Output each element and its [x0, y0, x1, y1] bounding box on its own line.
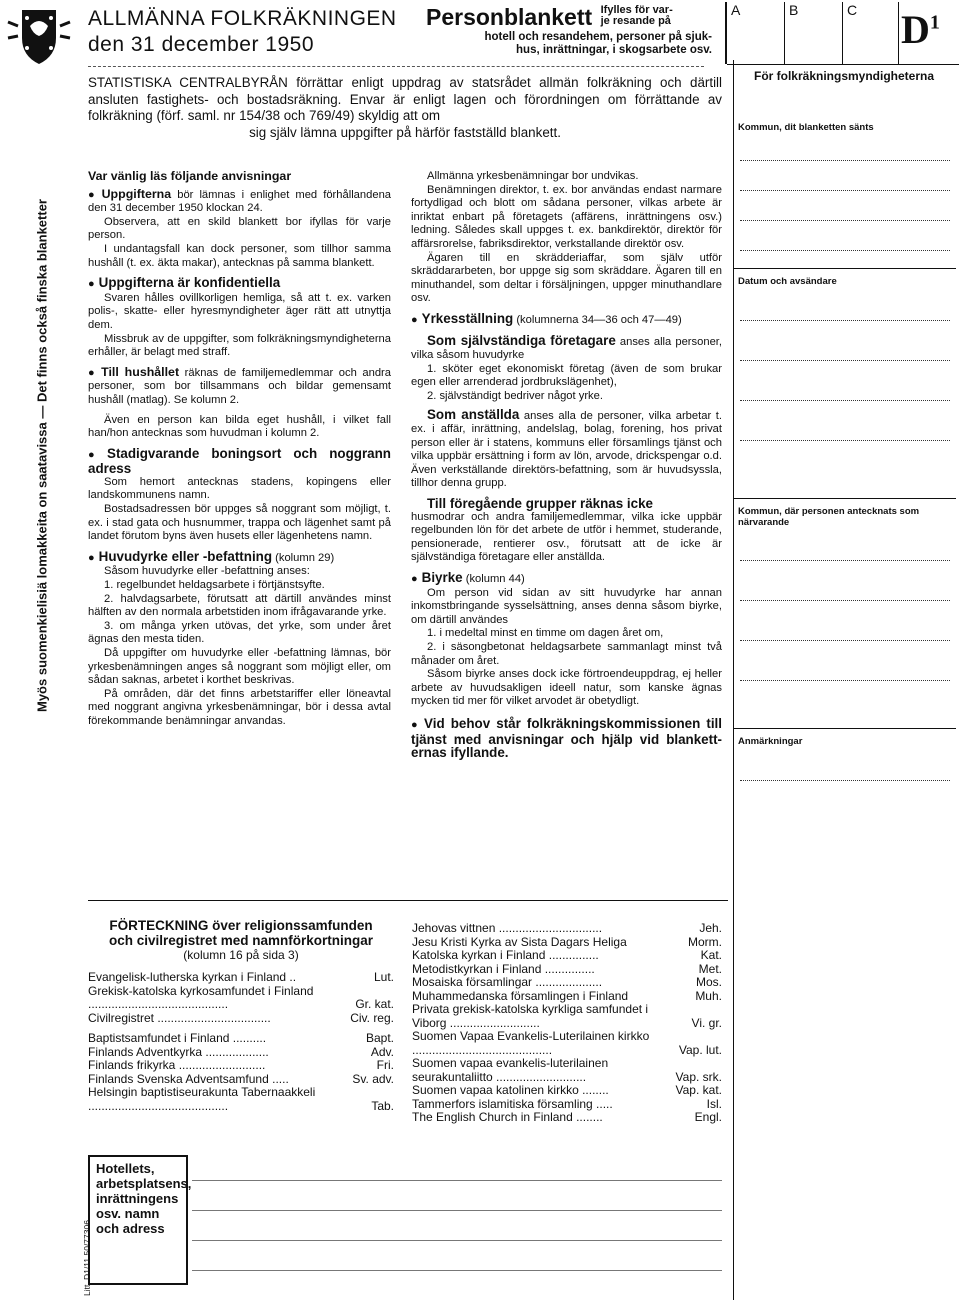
datum-label: Datum och avsändare: [738, 276, 837, 287]
religion-row: Jehovas vittnen ............................... Jeh.: [412, 921, 722, 935]
anmarkningar-field[interactable]: [740, 780, 950, 781]
box-c[interactable]: C: [843, 2, 899, 64]
org-name: ALLMÄNNA FOLKRÄKNINGEN: [88, 7, 397, 30]
heading-foregaende: Till föregående grupper räknas icke: [427, 496, 653, 512]
help-note: ● Vid behov står folkräkningskommissionen till tjänst med anvisningar och hjälp vid blanketternas ifyllande.: [411, 717, 722, 760]
instructions-heading: Var vänlig läs följande anvisningar: [88, 169, 292, 183]
coat-of-arms-icon: [6, 4, 72, 66]
religion-row: Finlands frikyrka .......................... Fri.: [88, 1058, 394, 1072]
heading-anstallda: Som anställda: [427, 406, 520, 422]
religion-row: Grekisk-katolska kyrkosamfundet i Finland .......................................... Gr. kat.: [88, 983, 394, 1011]
religion-row: Suomen vapaa evankelis-luterilainen seurakuntaliitto ........................... Vap. srk.: [412, 1056, 722, 1084]
heading-huvudyrke: ● Huvudyrke eller -befattning: [88, 549, 272, 564]
heading-boningsort: ● Stadigvarande boningsort och noggrann adress: [88, 447, 391, 476]
religion-row: Muhammedanska församlingen i Finland Muh.: [412, 988, 722, 1003]
religion-row: Suomen vapaa katolinen kirkko ........ Vap. kat.: [412, 1083, 722, 1097]
heading-sjalvstandiga: Som självständiga företagare: [427, 332, 616, 348]
religion-list-left: [88, 918, 394, 1113]
religion-row: Mosaiska församlingar .................... Mos.: [412, 975, 722, 989]
anmarkningar-label: Anmärkningar: [738, 736, 803, 747]
heading-biyrke: ● Biyrke: [411, 570, 463, 585]
form-subtitle: hotell och resandehem, personer på sjuk- hus, inrättningar, i skogsarbete osv.: [484, 31, 712, 56]
heading-uppgifterna: ● Uppgifterna: [88, 187, 171, 201]
religion-row: Jesu Kristi Kyrka av Sista Dagars Heliga Morm.: [412, 934, 722, 949]
kommun-sent-field[interactable]: [740, 160, 950, 161]
religion-row: Tammerfors islamitiska församling ..... Isl.: [412, 1096, 722, 1111]
religion-row: Privata grekisk-katolska kyrkliga samfundet i Viborg ........................... Vi. gr.: [412, 1002, 722, 1030]
religion-row: Baptistsamfundet i Finland .......... Bapt.: [88, 1031, 394, 1045]
box-a[interactable]: A: [727, 2, 785, 64]
kommun-sent-label: Kommun, dit blanketten sänts: [738, 122, 874, 133]
heading-yrkesstallning: ● Yrkesställning: [411, 311, 513, 326]
authority-heading: För folkräkningsmyndigheterna: [753, 69, 935, 83]
form-title-block: [426, 4, 712, 57]
fill-note: Ifylles för var- je resande på: [600, 4, 673, 27]
header-divider: [88, 66, 704, 67]
religion-row: Finlands Adventkyrka ................... Adv.: [88, 1044, 394, 1059]
side-language-note: Myös suomenkielisiä lomakkeita on saatavissa — Det finns också finska blanketter: [34, 199, 50, 712]
religion-list-title: FÖRTECKNING över religionssamfunden och civilregistret med namnförkortningar (kolumn 16 på sida 3): [108, 918, 374, 962]
box-b[interactable]: B: [785, 2, 843, 64]
header-org: [88, 6, 397, 58]
religion-list-right: [412, 922, 722, 1125]
religion-row: Katolska kyrkan i Finland ............... Kat.: [412, 948, 722, 962]
heading-konfidentiella: ● Uppgifterna är konfidentiella: [88, 276, 391, 292]
instructions-column-1: Var vänlig läs följande anvisningar ● Uppgifterna bör lämnas i enlighet med förhållandena den 31 december 1950 klockan 24. Observera, att en skild blankett bor ifyllas för varje person. I undantagsfall kan dock personer, som tillhor samma hushåll (t. ex. äkta makar), antecknas på samma blankett. ● Uppgifterna är konfidentiella Svaren hålles ovillkorligen hemliga, så att t. ex. varken polis-, skatte- eller hyresmyndigheter äger rätt att utnyttja dem. Missbruk av de uppgifter, som folkräkningsmyndigheterna erhåller, är belagt med straff. ● Till hushållet räknas de familjemedlemmar och andra personer, som bor tillsammans och bildar gemensamt hushåll (matlag). Se kolumn 2. Även en person kan bilda eget hushåll, i vilket fall han/hon antecknas som huvudman i kolumn 2. ● Stadigvarande boningsort och noggrann adress Som hemort antecknas stadens, kopingens eller landskommunens namn. Bostadsadressen bör uppges så noggrant som möjligt, t. ex. i stad gata och husnummer, trappa och lägenhet samt på landet förutom byns även husets eller lägenhetens namn. ● Huvudyrke eller -befattning (kolumn 29) Såsom huvudyrke eller -befattning anses: 1. regelbundet heldagsarbete i förtjänstsyfte. 2. halvdagsarbete, förutsatt att därtill användes minst hälften av den normala arbetstiden inom ifrågavarande yrke. 3. om många yrken utövas, det yrke, som under året ägnas den mesta tiden. Då uppgifter om huvudyrke eller -befattning lämnas, bör yrkesbenämningen anges så noggrant som möjligt eller, om sådan saknas, arbetet i korthet beskrivas. På områden, där det finns arbetstariffer eller löneavtal med noggrant angivna yrkesbenämningar, bör i dessa avtal förekommande benämningar anvandas.: [88, 170, 391, 729]
religion-row: Suomen Vapaa Evankelis-Luterilainen kirkko .......................................... Vap. lut.: [412, 1029, 722, 1057]
hotel-address-label: Hotellets, arbetsplatsens, inrättningens osv. namn och adress: [88, 1155, 188, 1285]
form-title: Personblankett: [426, 4, 593, 30]
kommun-present-label: Kommun, där personen antecknats som närvarande: [738, 506, 920, 528]
authority-panel: [733, 60, 956, 1300]
religion-row: Finlands Svenska Adventsamfund ..... Sv. adv.: [88, 1071, 394, 1086]
religion-row: Metodistkyrkan i Finland ............... Met.: [412, 961, 722, 976]
datum-field[interactable]: [740, 320, 950, 321]
section-divider: [88, 900, 728, 901]
form-code: $D^1$: [901, 7, 940, 52]
religion-row: The English Church in Finland ........ Engl.: [412, 1110, 722, 1124]
heading-hushallet: ● Till hushållet: [88, 365, 179, 379]
religion-row: Civilregistret .................................. Civ. reg.: [88, 1010, 394, 1025]
print-code: Litt. D1/11.50/77306: [82, 1220, 92, 1296]
kommun-present-field[interactable]: [740, 560, 950, 561]
religion-row: Evangelisk-lutherska kyrkan i Finland .. Lut.: [88, 970, 394, 984]
census-date: den 31 december 1950: [88, 33, 314, 56]
code-boxes: [725, 2, 959, 64]
intro-text: STATISTISKA CENTRALBYRÅN förrättar enligt uppdrag av statsrådet allmän folkräkning och därtill ansluten fastighets- och bostadsräkning. Envar är enligt lagen och förordningen om förrättande av folkräkning (förf. saml. nr 154/38 och 769/49) skyldig att om sig själv lämna uppgifter på härför fastställd blankett.: [88, 75, 722, 140]
religion-row: Helsingin baptistiseurakunta Tabernaakkeli .......................................... Tab.: [88, 1085, 394, 1113]
instructions-column-2: Allmänna yrkesbenämningar bor undvikas. Benämningen direktor, t. ex. bor användas endast narmare fortydligad och blott om sådana personer, vilkas arbete är inriktat enbart på företagets (affärens, inrättningens osv.) ledning. Således skall uppges t. ex. bankdirektör, direktör för affärsrorelse, fabriksdirektor, verkstallande direktör osv. Ägaren till en skrädderiaffar, som själv utför skräddararbeten, bor uppge sig som skräddare. Ägaren till en minuthandel, som deltar i försäljningen, uppger minuthandlare osv. ● Yrkesställning (kolumnerna 34—36 och 47—49) Som självständiga företagare anses alla personer, vilka såsom huvudyrke 1. sköter eget ekonomiskt företag (även de som brukar egen eller arrenderad jordbrukslägenhet), 2. självständigt bedriver något yrke. Som anställda anses alla de personer, vilka arbetar t. ex. i affär, inrättning, andelslag, bolag, forening, hos privat person eller är i statens, kommuns eller församlings tjänst och vilka uppbär ersättning i form av lön, arvode, drickspengar o.d. Även verkställande direktörs-befattning, som är huvudsyssla, tillhor denna grupp. Till föregående grupper räknas icke husmodrar och andra familjemedlemmar, vilka icke uppbär regelbunden lön för det arbete de utför i hemmet, studerande, pensionerade, rentierer osv., förutsatt att de icke är självständiga företagare eller anställda. ● Biyrke (kolumn 44) Om person vid sidan av sitt huvudyrke har annan inkomstbringande sysselsättning, anses denna såsom biyrke, om därtill användes 1. i medeltal minst en timme om dagen året om, 2. i säsongbetonat heldagsarbete sammanlagt minst två månader om året. Såsom biyrke anses dock icke förtroendeuppdrag, ej heller arbete av huvudsakligen ideell natur, som kanske ägnas mycken tid mer för vilket arvodet är obetydligt. ● Vid behov står folkräkningskommissionen till tjänst med anvisningar och hjälp vid blanketternas ifyllande.: [411, 170, 722, 760]
